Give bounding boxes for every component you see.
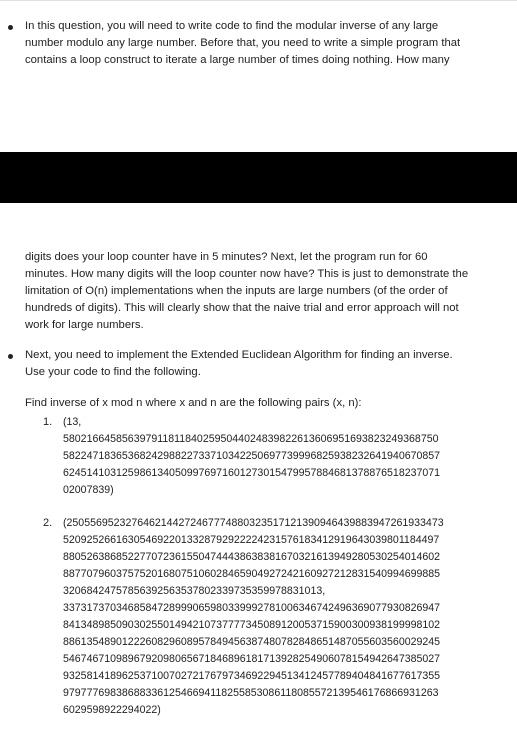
number-line: 9325814189625371007027217679734692294513412457789404841677617355 bbox=[63, 670, 441, 682]
number-line: 5802166458563979118118402595044024839822613606951693823249368750 bbox=[63, 433, 439, 445]
number-line: (2505569523276462144272467774880323517121390946439883947261933473 bbox=[63, 517, 444, 529]
text-line: work for large numbers. bbox=[25, 319, 144, 331]
text-line: In this question, you will need to write code to find the modular inverse of any large bbox=[25, 20, 439, 32]
list-item bbox=[63, 414, 440, 499]
number-line: 5209252661630546922013328792922224231576183412919643039801184497 bbox=[63, 534, 440, 546]
bullet-icon bbox=[8, 354, 13, 359]
text-line: minutes. How many digits will the loop counter now have? This is just to demonstrate the bbox=[25, 268, 469, 280]
text-line: limitation of O(n) implementations when the inputs are large numbers (of the order of bbox=[25, 285, 448, 297]
number-line: (13, bbox=[63, 416, 82, 428]
number-line: 3373173703468584728999065980339992781006346742496369077930826947 bbox=[63, 602, 441, 614]
question-paragraph-1 bbox=[25, 18, 460, 69]
text-line: Use your code to find the following. bbox=[25, 366, 201, 378]
question-paragraph-1-continued bbox=[25, 249, 468, 334]
number-line: 3206842475785639256353780233973535997883101​3, bbox=[63, 585, 326, 597]
text-line: Find inverse of x mod n where x and n are the following pairs (x, n): bbox=[25, 397, 362, 409]
text-line: digits does your loop counter have in 5 minutes? Next, let the program run for 60 bbox=[25, 251, 428, 263]
number-line: 5467467109896792098065671846896181713928254906078154942647385027 bbox=[63, 653, 441, 665]
bullet-icon bbox=[8, 25, 13, 30]
top-divider bbox=[0, 0, 517, 1]
number-line: 8877079603757520168075106028465904927242160927212831540994699885 bbox=[63, 568, 441, 580]
find-intro bbox=[25, 395, 362, 412]
text-line: Next, you need to implement the Extended Euclidean Algorithm for finding an inverse. bbox=[25, 349, 453, 361]
number-line: 6029598922294022) bbox=[63, 704, 161, 716]
list-item bbox=[63, 515, 444, 719]
number-line: 8805263868522770723615504744438638381670321613949280530254014602 bbox=[63, 551, 441, 563]
list-number: 1. bbox=[43, 416, 53, 428]
question-paragraph-2 bbox=[25, 347, 453, 381]
number-line: 8413489850903025501494210737777345089120053715900300938199998102 bbox=[63, 619, 441, 631]
text-line: number modulo any large number. Before that, you need to write a simple program that bbox=[25, 37, 461, 49]
list-number: 2. bbox=[43, 517, 53, 529]
number-line: 6245141031259861340509976971601273015479957884681378876518237071 bbox=[63, 467, 441, 479]
number-line: 9797776983868833612546694118255853086118085572139546176866931263 bbox=[63, 687, 439, 699]
number-line: 02007839) bbox=[63, 484, 114, 496]
number-line: 8861354890122260829608957849456387480782848651487055603560029245 bbox=[63, 636, 441, 648]
text-line: hundreds of digits). This will clearly show that the naive trial and error approach will not bbox=[25, 302, 459, 314]
number-line: 5822471836536824298822733710342250697739996825938232641940670857 bbox=[63, 450, 441, 462]
redacted-band bbox=[0, 152, 517, 203]
text-line: contains a loop construct to iterate a large number of times doing nothing. How many bbox=[25, 54, 450, 66]
